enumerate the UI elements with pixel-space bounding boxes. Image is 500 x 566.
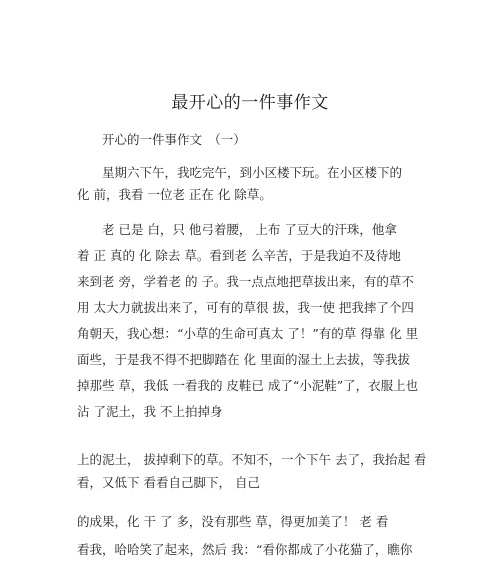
paragraph-line: 沾 了泥土，我 不上拍掉身 xyxy=(77,404,223,419)
paragraph-line: 用 太大力就拔出来了，可有的草很 拔，我一使 把我摔了个四 xyxy=(77,300,414,315)
paragraph-line: 老 已是 白，只 他弓着腰， 上布 了豆大的汗珠，他拿 xyxy=(102,222,397,237)
paragraph-line: 角朝天，我心想：“小草的生命可真太 了！”有的草 得靠 化 里 xyxy=(77,326,419,341)
paragraph-line: 化 前，我看 一位老 正在 化 除草。 xyxy=(77,187,272,202)
article-subtitle: 开心的一件事作文 （一） xyxy=(102,132,246,147)
paragraph-line: 着 正 真的 化 除去 草。看到老 么辛苦，于是我迫不及待地 xyxy=(77,248,401,263)
paragraph-line: 上的泥土， 拔掉剩下的草。不知不，一个下午 去了，我抬起 看 xyxy=(77,452,427,467)
article-title: 最开心的一件事作文 xyxy=(171,93,329,113)
paragraph-line: 来到老 旁，学着老 的 子。我一点点地把草拔出来，有的草不 xyxy=(77,274,414,289)
paragraph-line: 的成果，化 干 了 多，没有那些 草，得更加美了！ 老 看 xyxy=(77,514,389,529)
paragraph-line: 看，又低下 看看自己脚下， 自己 xyxy=(77,475,260,490)
paragraph-line: 看我，哈哈笑了起来，然后 我：“看你都成了小花猫了，瞧你 xyxy=(77,542,413,557)
paragraph-line: 星期六下午，我吃完午，到小区楼下玩。在小区楼下的 xyxy=(102,165,403,180)
paragraph-line: 掉那些 草，我低 一看我的 皮鞋已 成了“小泥鞋”了，衣服上也 xyxy=(77,378,419,393)
paragraph-line: 面些，于是我不得不把脚踏在 化 里面的湿土上去拔，等我拔 xyxy=(77,352,410,367)
